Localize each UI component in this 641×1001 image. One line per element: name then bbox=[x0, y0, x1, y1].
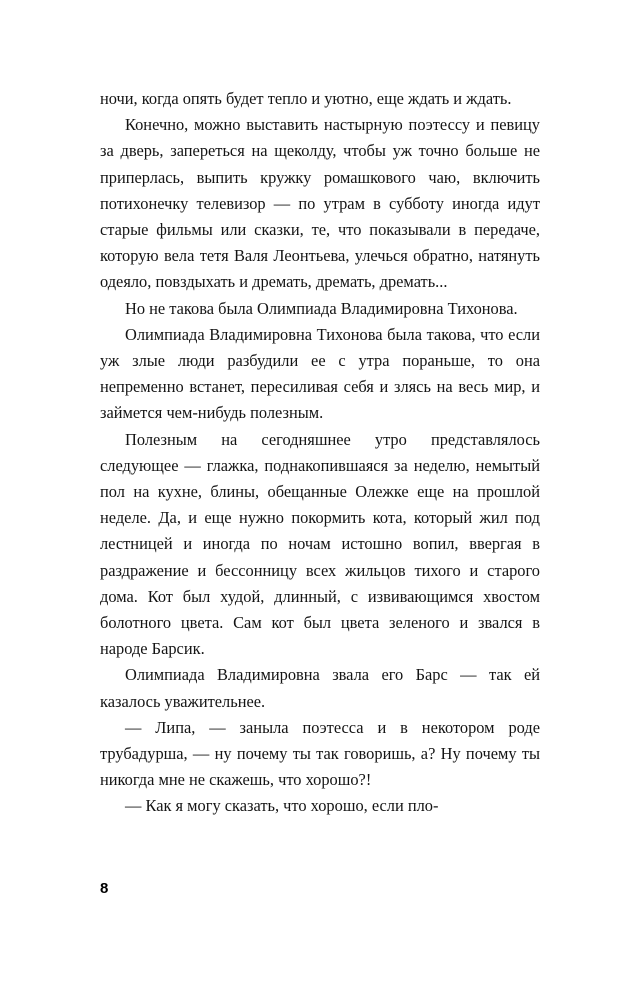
paragraph: Полезным на сегодняшнее утро представлялось следующее — глажка, поднакопившаяся за неделю, немытый пол на кухне, блины, обещанные Олежке еще на прошлой неделе. Да, и еще нужно покормить кота, который жил под лестницей и иногда по ночам истошно вопил, ввергая в раздражение и бессонницу всех жильцов тихого и старого дома. Кот был худой, длинный, с извивающимся хвостом болотного цвета. Сам кот был цвета зеленого и звался в народе Барсик. bbox=[100, 429, 540, 659]
paragraph: Но не такова была Олимпиада Владимировна Тихонова. bbox=[125, 298, 518, 318]
paragraph: Олимпиада Владимировна звала его Барс — так ей казалось уважительнее. bbox=[100, 665, 540, 711]
paragraph: Конечно, можно выставить настырную поэтессу и певицу за дверь, запереться на щеколду, чтобы уж точно больше не приперлась, выпить кружку ромашкового чаю, включить потихонечку телевизор — по утрам в субботу иногда идут старые фильмы или сказки, те, что показывали в передаче, которую вела тетя Валя Леонтьева, улечься обратно, натянуть одеяло, повздыхать и дремать, дремать, дремать... bbox=[100, 115, 540, 292]
paragraph: — Как я могу сказать, что хорошо, если пло- bbox=[125, 796, 439, 816]
paragraph: ночи, когда опять будет тепло и уютно, еще ждать и ждать. bbox=[100, 89, 512, 108]
page-number: 8 bbox=[100, 880, 109, 897]
paragraph: Олимпиада Владимировна Тихонова была такова, что если уж злые люди разбудили ее с утра пораньше, то она непременно встанет, пересиливая себя и злясь на весь мир, и займется чем-нибудь полезным. bbox=[100, 324, 540, 423]
page-text-block bbox=[100, 86, 540, 820]
paragraph: — Липа, — заныла поэтесса и в некотором роде трубадурша, — ну почему ты так говоришь, а? Ну почему ты никогда мне не скажешь, что хорошо?! bbox=[100, 717, 540, 790]
